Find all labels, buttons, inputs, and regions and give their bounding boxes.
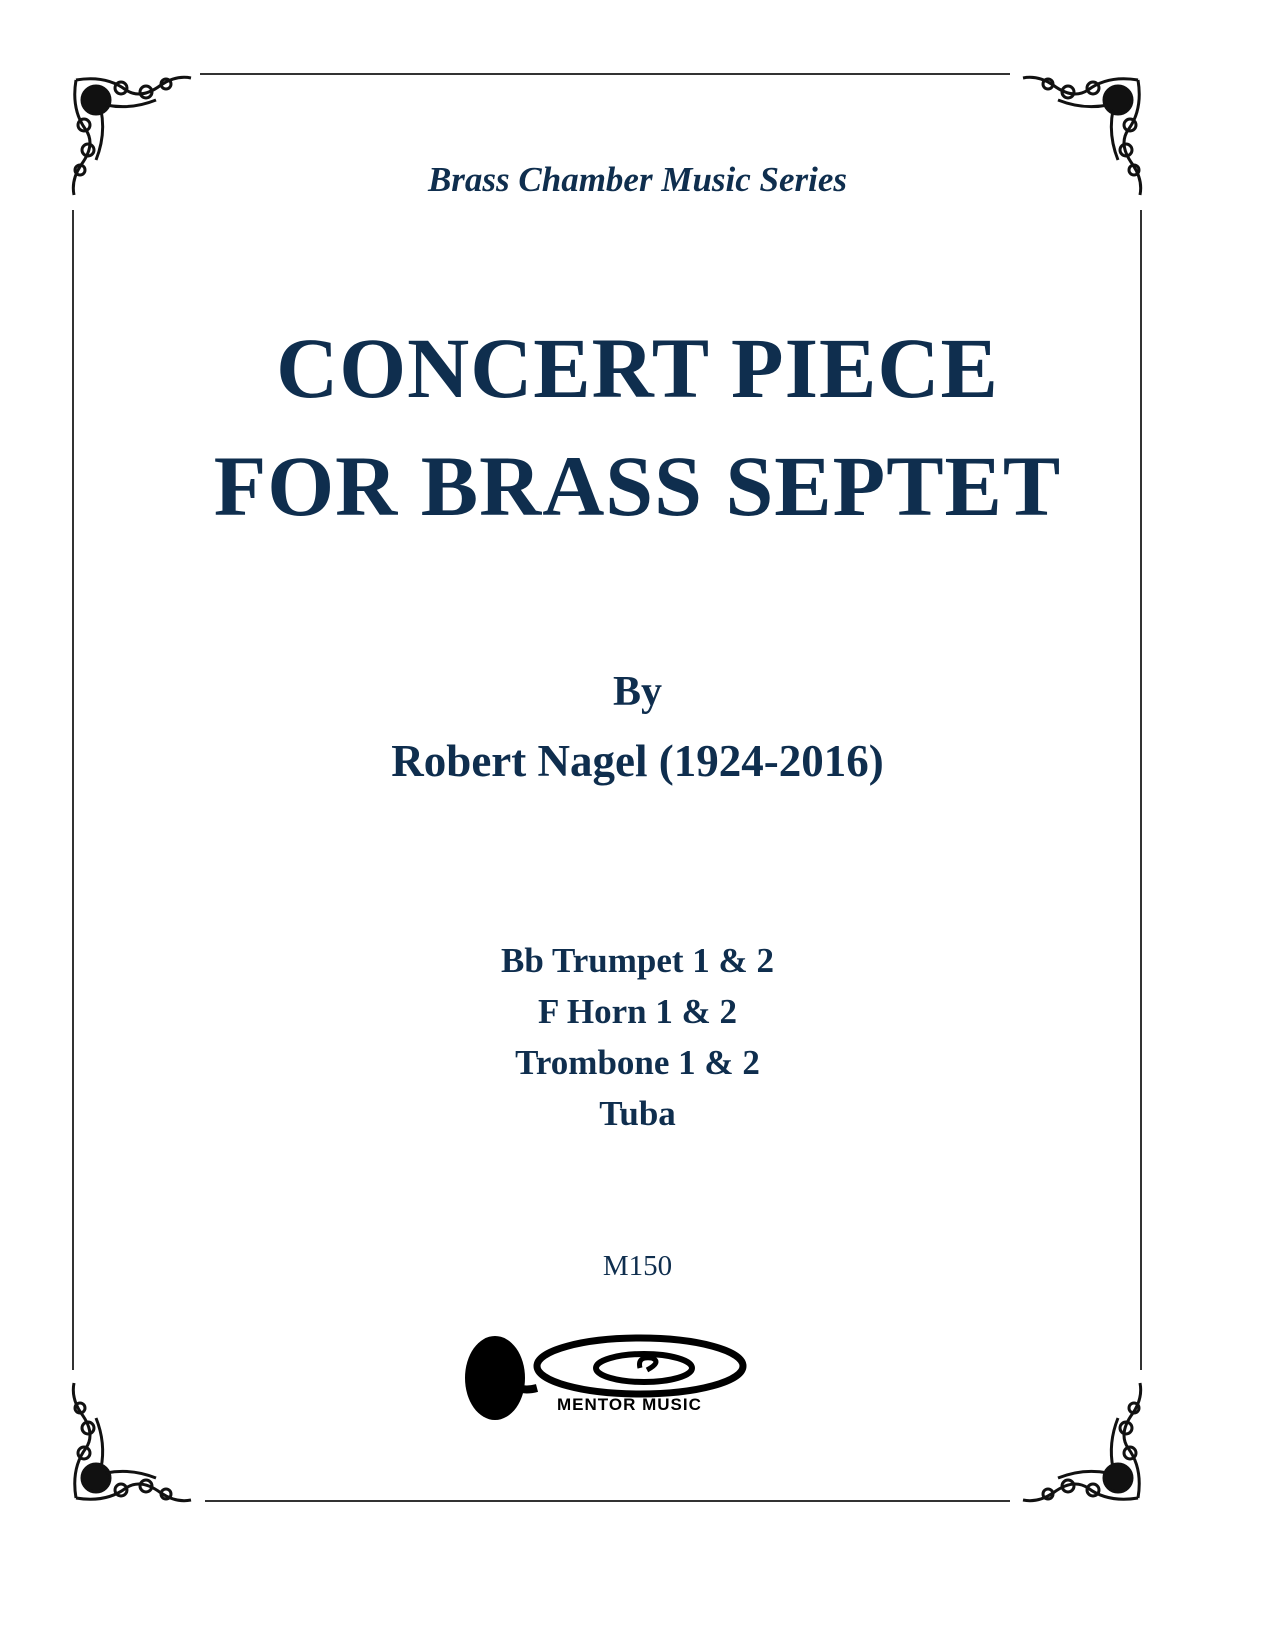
by-label: By [612, 669, 662, 715]
publisher-name: MENTOR MUSIC [557, 1395, 702, 1414]
title-line-2: FOR BRASS SEPTET [213, 438, 1062, 534]
instrument-trombone: Trombone 1 & 2 [515, 1043, 760, 1082]
corner-ornament-bottom-left-icon [66, 1378, 196, 1508]
border-top [200, 73, 1010, 75]
instrument-horn: F Horn 1 & 2 [538, 992, 737, 1031]
catalog-number: M150 [602, 1250, 673, 1282]
corner-ornament-bottom-right-icon [1018, 1378, 1148, 1508]
series-title: Brass Chamber Music Series [427, 160, 848, 199]
instrument-tuba: Tuba [599, 1094, 676, 1133]
composer: Robert Nagel (1924-2016) [391, 736, 884, 786]
title-line-1: CONCERT PIECE [276, 320, 999, 416]
border-bottom [205, 1500, 1010, 1502]
publisher-logo [462, 1330, 752, 1425]
instrument-trumpet: Bb Trumpet 1 & 2 [501, 941, 774, 980]
